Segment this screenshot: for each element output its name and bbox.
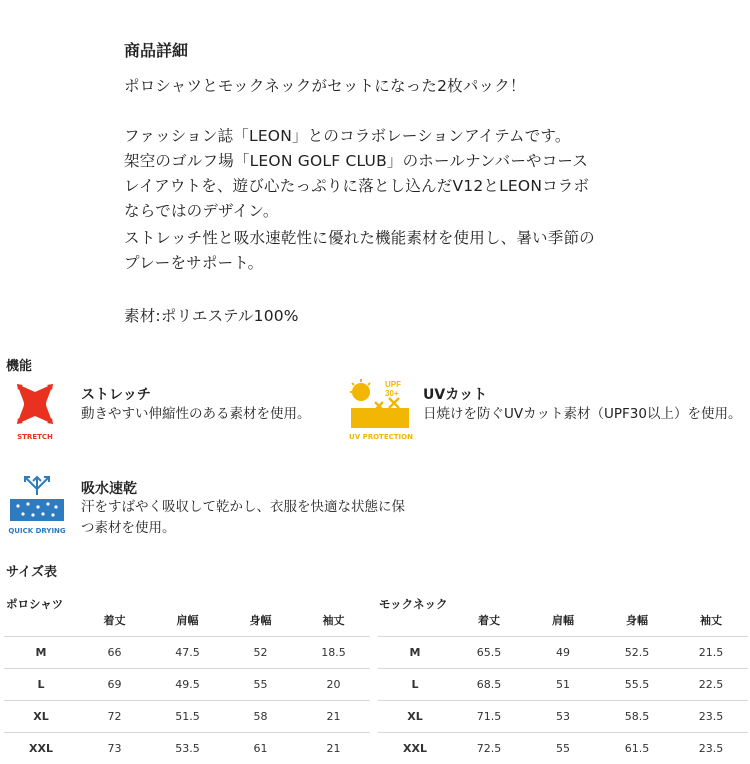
- table-cell: 52.5: [600, 637, 674, 669]
- column-header: 身幅: [224, 604, 297, 637]
- quick-drying-icon: [8, 473, 66, 523]
- column-header: 着丈: [78, 604, 151, 637]
- material-line: 素材:ポリエステル100%: [124, 304, 299, 329]
- quickdry-title: 吸水速乾: [81, 478, 137, 498]
- table-cell: 52: [224, 637, 297, 669]
- table-row: [4, 669, 370, 701]
- size-label: M: [378, 637, 452, 669]
- column-header: 袖丈: [297, 604, 370, 637]
- table-header-row: [4, 604, 370, 637]
- uv-desc: 日焼けを防ぐUVカット素材（UPF30以上）を使用。: [423, 404, 741, 425]
- table-cell: 73: [78, 733, 151, 764]
- table-row: [4, 701, 370, 733]
- uv-caption: UV PROTECTION: [349, 433, 413, 441]
- table-cell: 22.5: [674, 669, 748, 701]
- uv-badge-line2: 30+: [385, 389, 399, 398]
- stretch-desc: 動きやすい伸縮性のある素材を使用。: [81, 404, 311, 425]
- polo-table-title: ポロシャツ: [6, 596, 63, 612]
- quickdry-desc-line: つ素材を使用。: [81, 518, 176, 539]
- table-cell: 61: [224, 733, 297, 764]
- mock-table-title: モックネック: [379, 596, 448, 612]
- uv-title: UVカット: [423, 384, 487, 404]
- table-cell: 72.5: [452, 733, 526, 764]
- table-cell: 23.5: [674, 701, 748, 733]
- size-label: XL: [378, 701, 452, 733]
- size-label: L: [4, 669, 78, 701]
- detail-line: プレーをサポート。: [124, 251, 263, 276]
- uv-badge-line1: UPF: [385, 380, 401, 389]
- table-cell: 51: [526, 669, 600, 701]
- table-cell: 18.5: [297, 637, 370, 669]
- table-cell: 61.5: [600, 733, 674, 764]
- quickdry-caption: QUICK DRYING: [6, 527, 68, 535]
- stretch-icon: [9, 378, 61, 430]
- detail-line: ファッション誌「LEON」とのコラボレーションアイテムです。: [124, 124, 571, 149]
- column-header: 着丈: [452, 604, 526, 637]
- detail-title: 商品詳細: [124, 38, 188, 61]
- column-header: 肩幅: [151, 604, 224, 637]
- column-header: 袖丈: [674, 604, 748, 637]
- table-row: [378, 669, 748, 701]
- table-cell: 47.5: [151, 637, 224, 669]
- table-cell: 65.5: [452, 637, 526, 669]
- stretch-title: ストレッチ: [81, 384, 151, 404]
- quickdry-desc-line: 汗をすばやく吸収して乾かし、衣服を快適な状態に保: [81, 497, 405, 518]
- table-cell: 68.5: [452, 669, 526, 701]
- table-cell: 66: [78, 637, 151, 669]
- size-label: XL: [4, 701, 78, 733]
- table-cell: 58: [224, 701, 297, 733]
- table-cell: 71.5: [452, 701, 526, 733]
- stretch-caption: STRETCH: [13, 433, 57, 441]
- features-heading: 機能: [6, 355, 32, 374]
- uv-protection-icon: [349, 378, 413, 432]
- size-label: L: [378, 669, 452, 701]
- table-row: [378, 637, 748, 669]
- size-label: M: [4, 637, 78, 669]
- detail-line: ポロシャツとモックネックがセットになった2枚パック！: [124, 74, 526, 99]
- detail-line: 架空のゴルフ場「LEON GOLF CLUB」のホールナンバーやコース: [124, 149, 588, 174]
- table-cell: 55: [526, 733, 600, 764]
- size-label: XXL: [378, 733, 452, 764]
- detail-line: ストレッチ性と吸水速乾性に優れた機能素材を使用し、暑い季節の: [124, 226, 595, 251]
- table-cell: 21.5: [674, 637, 748, 669]
- table-row: [378, 733, 748, 764]
- column-header: [378, 604, 452, 637]
- table-cell: 49: [526, 637, 600, 669]
- detail-line: レイアウトを、遊び心たっぷりに落とし込んだV12とLEONコラボ: [124, 174, 589, 199]
- table-cell: 49.5: [151, 669, 224, 701]
- table-row: [4, 733, 370, 764]
- table-cell: 58.5: [600, 701, 674, 733]
- table-cell: 23.5: [674, 733, 748, 764]
- table-cell: 21: [297, 733, 370, 764]
- table-cell: 72: [78, 701, 151, 733]
- table-cell: 51.5: [151, 701, 224, 733]
- table-cell: 69: [78, 669, 151, 701]
- size-label: XXL: [4, 733, 78, 764]
- table-cell: 20: [297, 669, 370, 701]
- column-header: [4, 604, 78, 637]
- column-header: 身幅: [600, 604, 674, 637]
- table-header-row: [378, 604, 748, 637]
- detail-line: ならではのデザイン。: [124, 199, 279, 224]
- table-cell: 21: [297, 701, 370, 733]
- table-cell: 55: [224, 669, 297, 701]
- table-cell: 53: [526, 701, 600, 733]
- table-cell: 55.5: [600, 669, 674, 701]
- mock-size-table: [378, 604, 748, 764]
- table-cell: 53.5: [151, 733, 224, 764]
- column-header: 肩幅: [526, 604, 600, 637]
- polo-size-table: [4, 604, 370, 764]
- table-row: [4, 637, 370, 669]
- size-chart-heading: サイズ表: [6, 561, 57, 580]
- table-row: [378, 701, 748, 733]
